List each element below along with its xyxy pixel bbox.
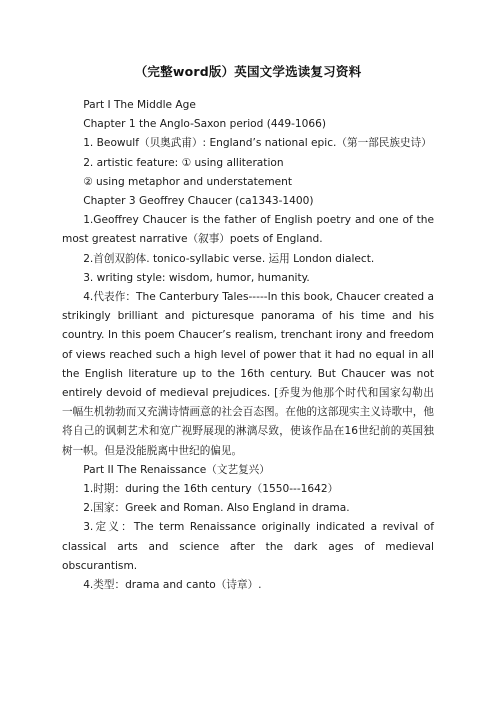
paragraph: 3.定义：The term Renaissance originally indicated a revival of classical arts and science after the dark ages of medieval obscurantism. [62,521,434,572]
part-heading: Part I The Middle Age [83,99,196,111]
paragraph: 1. Beowulf（贝奥武甫）: England’s national epic.（第一部民族史诗） [83,137,432,150]
paragraph: 2. artistic feature: ① using alliteration [83,156,284,169]
paragraph: 1.时期：during the 16th century（1550---1642） [83,483,339,496]
document-body [62,96,434,595]
paragraph: ② using metaphor and understatement [83,175,293,188]
paragraph: 3. writing style: wisdom, humor, humanity. [83,271,310,284]
chapter-heading: Chapter 1 the Anglo-Saxon period (449-1066) [83,118,327,131]
document-title: （完整word版）英国文学选读复习资料 [134,64,362,79]
paragraph: 4.类型：drama and canto（诗章）. [83,579,262,592]
paragraph: 2.国家：Greek and Roman. Also England in drama. [83,502,350,515]
paragraph: 2.首创双韵体. tonico-syllabic verse. 运用 London dialect. [83,252,375,265]
paragraph: 1.Geoffrey Chaucer is the father of English poetry and one of the most greatest narrative（叙事）poets of England. [62,214,434,246]
paragraph: 4.代表作：The Canterbury Tales-----In this book, Chaucer created a strikingly brilliant and picturesque panorama of his time and his country. In this poem Chaucer’s realism, trenchant irony and freedom of views reached such a high level of power that it had no equal in all the English literature up to the 16th century. But Chaucer was not entirely devoid of medieval prejudices. [乔叟为他那个时代和国家勾勒出一幅生机勃勃而又充满诗情画意的社会百态图。在他的这部现实主义诗歌中，他将自己的讽刺艺术和宽广视野展现的淋漓尽致，使该作品在16世纪前的英国独树一帜。但是没能脱离中世纪的偏见。 [62,291,434,457]
part-heading: Part II The Renaissance（文艺复兴） [83,463,270,476]
chapter-heading: Chapter 3 Geoffrey Chaucer (ca1343-1400) [83,195,314,208]
